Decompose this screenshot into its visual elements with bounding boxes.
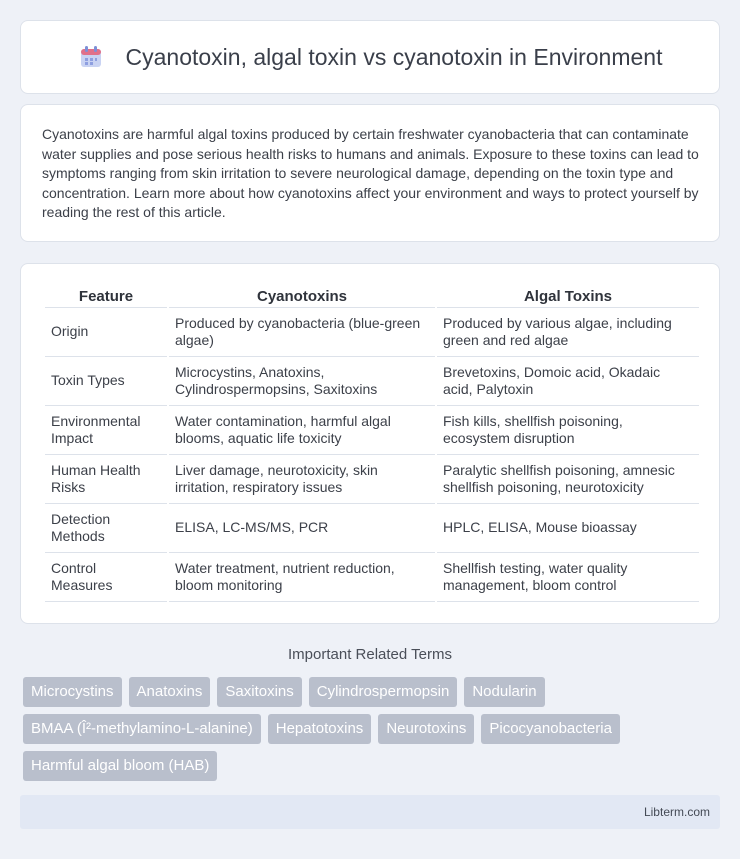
row-cyanotoxins: Water contamination, harmful algal blooms, aquatic life toxicity — [169, 406, 435, 455]
row-cyanotoxins: Water treatment, nutrient reduction, bloom monitoring — [169, 553, 435, 602]
row-cyanotoxins: Microcystins, Anatoxins, Cylindrospermopsins, Saxitoxins — [169, 357, 435, 406]
row-feature: Human Health Risks — [45, 455, 167, 504]
related-term-tag[interactable]: Nodularin — [464, 677, 544, 707]
page-title: Cyanotoxin, algal toxin vs cyanotoxin in Environment — [125, 43, 663, 70]
table-header-row — [45, 286, 699, 308]
related-term-tag[interactable]: Saxitoxins — [217, 677, 301, 707]
column-header-algal-toxins: Algal Toxins — [437, 286, 699, 308]
related-term-tag[interactable]: BMAA (Î²-methylamino-L-alanine) — [23, 714, 261, 744]
row-feature: Control Measures — [45, 553, 167, 602]
row-feature: Origin — [45, 308, 167, 357]
footer — [20, 795, 720, 829]
table-row — [45, 504, 699, 553]
related-term-tag[interactable]: Microcystins — [23, 677, 122, 707]
row-cyanotoxins: Produced by cyanobacteria (blue-green algae) — [169, 308, 435, 357]
footer-site-link[interactable]: Libterm.com — [643, 805, 710, 819]
row-algal-toxins: Produced by various algae, including green and red algae — [437, 308, 699, 357]
calendar-icon — [78, 44, 104, 70]
row-algal-toxins: Brevetoxins, Domoic acid, Okadaic acid, Palytoxin — [437, 357, 699, 406]
row-cyanotoxins: Liver damage, neurotoxicity, skin irritation, respiratory issues — [169, 455, 435, 504]
table-row — [45, 308, 699, 357]
comparison-table — [43, 286, 701, 602]
intro-card — [20, 104, 720, 242]
row-feature: Environmental Impact — [45, 406, 167, 455]
row-cyanotoxins: ELISA, LC-MS/MS, PCR — [169, 504, 435, 553]
row-feature: Detection Methods — [45, 504, 167, 553]
row-algal-toxins: Fish kills, shellfish poisoning, ecosystem disruption — [437, 406, 699, 455]
related-term-tag[interactable]: Hepatotoxins — [268, 714, 372, 744]
table-row — [45, 455, 699, 504]
related-term-tag[interactable]: Cylindrospermopsin — [309, 677, 458, 707]
row-algal-toxins: Paralytic shellfish poisoning, amnesic shellfish poisoning, neurotoxicity — [437, 455, 699, 504]
comparison-card — [20, 263, 720, 624]
related-terms-heading: Important Related Terms — [288, 646, 452, 663]
related-terms-list — [23, 677, 683, 788]
title-card — [20, 20, 720, 94]
related-term-tag[interactable]: Picocyanobacteria — [481, 714, 620, 744]
intro-paragraph: Cyanotoxins are harmful algal toxins produced by certain freshwater cyanobacteria that can contaminate water supplies and pose serious health risks to humans and animals. Exposure to these toxins can lead to symptoms ranging from skin irritation to severe neurological damage, depending on the toxin type and concentration. Learn more about how cyanotoxins affect your environment and ways to protect yourself by reading the rest of this article. — [42, 126, 699, 221]
row-feature: Toxin Types — [45, 357, 167, 406]
table-row — [45, 357, 699, 406]
table-row — [45, 553, 699, 602]
related-term-tag[interactable]: Anatoxins — [129, 677, 211, 707]
related-term-tag[interactable]: Neurotoxins — [378, 714, 474, 744]
row-algal-toxins: HPLC, ELISA, Mouse bioassay — [437, 504, 699, 553]
column-header-feature: Feature — [45, 286, 167, 308]
table-row — [45, 406, 699, 455]
column-header-cyanotoxins: Cyanotoxins — [169, 286, 435, 308]
related-term-tag[interactable]: Harmful algal bloom (HAB) — [23, 751, 217, 781]
row-algal-toxins: Shellfish testing, water quality management, bloom control — [437, 553, 699, 602]
